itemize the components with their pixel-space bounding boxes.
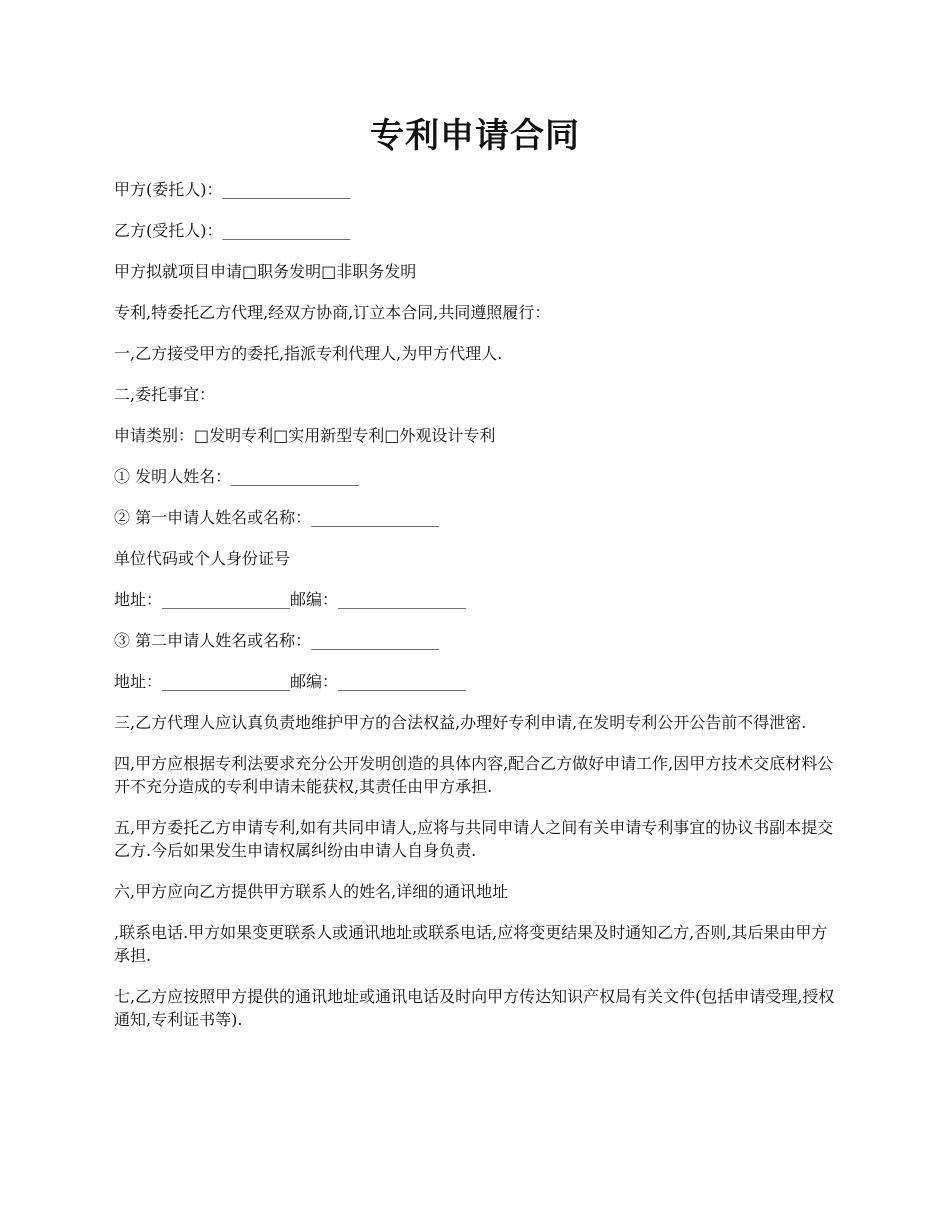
address-postcode-line-2: 地址：________________邮编：________________ [114,672,467,691]
invention-type-line: 甲方拟就项目申请□职务发明□非职务发明 [114,262,417,281]
clause-2-heading: 二,委托事宜： [114,385,216,404]
clause-3: 三,乙方代理人应认真负责地维护甲方的合法权益,办理好专利申请,在发明专利公开公告前不得泄密. [114,713,807,732]
preamble-paragraph: 专利,特委托乙方代理,经双方协商,订立本合同,共同遵照履行： [114,303,551,322]
clause-4: 四,甲方应根据专利法要求充分公开发明创造的具体内容,配合乙方做好申请工作,因甲方技术交底材料公开不充分造成的专利申请未能获权,其责任由甲方承担. [114,754,834,796]
document-body [114,178,836,1049]
inventor-name-line: ① 发明人姓名：________________ [114,467,360,486]
clause-6-part-1: 六,甲方应向乙方提供甲方联系人的姓名,详细的通讯地址 [114,882,509,901]
clause-6-part-2: ,联系电话.甲方如果变更联系人或通讯地址或联系电话,应将变更结果及时通知乙方,否则,其后果由甲方承担. [114,923,828,965]
second-applicant-line: ③ 第二申请人姓名或名称：________________ [114,631,440,650]
address-postcode-line-1: 地址：________________邮编：________________ [114,590,467,609]
application-category-line: 申请类别：□发明专利□实用新型专利□外观设计专利 [114,426,496,445]
party-b-line: 乙方(受托人)：________________ [114,221,351,240]
party-a-line: 甲方(委托人)：________________ [114,180,351,199]
clause-1: 一,乙方接受甲方的委托,指派专利代理人,为甲方代理人. [114,344,503,363]
clause-7: 七,乙方应按照甲方提供的通讯地址或通讯电话及时向甲方传达知识产权局有关文件(包括申请受理,授权通知,专利证书等). [114,987,835,1029]
document-title: 专利申请合同 [370,116,580,156]
clause-5: 五,甲方委托乙方申请专利,如有共同申请人,应将与共同申请人之间有关申请专利事宜的协议书副本提交乙方.今后如果发生申请权属纠纷由申请人自身负责. [114,818,834,860]
first-applicant-line: ② 第一申请人姓名或名称：________________ [114,508,440,527]
unit-code-line: 单位代码或个人身份证号 [114,549,291,568]
